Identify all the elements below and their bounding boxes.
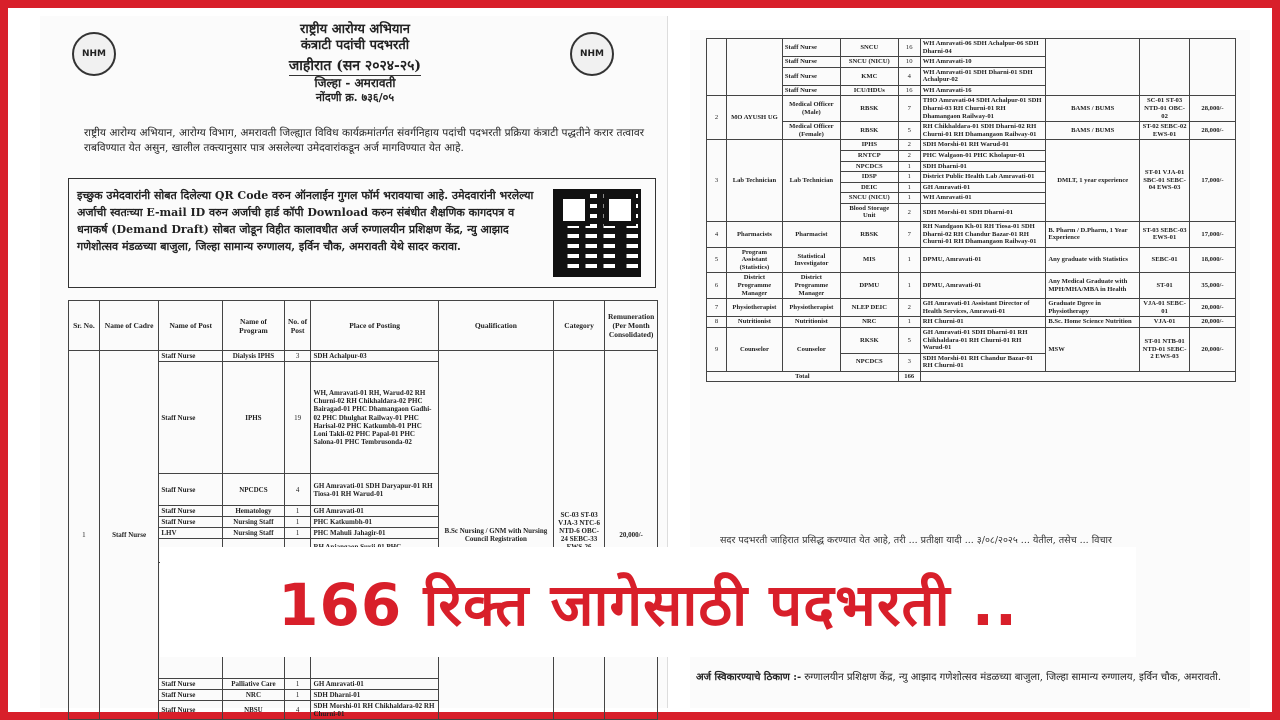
cell-category: ST-03 SEBC-03 EWS-01	[1140, 221, 1190, 247]
cell-post: Physiotherapist	[782, 299, 840, 317]
cell-place: District Public Health Lab Amravati-01	[920, 172, 1046, 183]
cell-count: 1	[898, 247, 920, 273]
cell-count: 1	[284, 517, 311, 528]
cell-pay: 28,000/-	[1190, 122, 1236, 140]
cell-category: SC-03 ST-03 VJA-3 NTC-6 NTD-6 OBC-24 SEBC-33	[553, 351, 604, 720]
cell-post: Nutritionist	[782, 317, 840, 328]
cell-count: 4	[898, 67, 920, 85]
cell-post: Lab Technician	[782, 140, 840, 222]
cell-place: WH Amravati-16	[920, 85, 1046, 96]
cell-place: PHC Katkumbh-01	[311, 517, 438, 528]
cell-program: SNCU	[840, 39, 898, 57]
cell-count: 1	[898, 273, 920, 299]
cell-qualification: B.Sc Nursing / GNM with Nursing Council Registration	[438, 351, 553, 720]
table-row	[707, 39, 1236, 57]
cell-program: DEIC	[840, 182, 898, 193]
cell-program: RBSK	[840, 221, 898, 247]
cell-pay: 17,000/-	[1190, 140, 1236, 222]
right-note-text: सदर पदभरती जाहिरात प्रसिद्ध करण्यात येत आहे, तरी ... प्रतीक्षा यादी ... ३/०८/२०२५ ... येतील, तसेच ... विचार	[720, 535, 1112, 546]
qr-notice-text: इच्छुक उमेदवारांनी सोबत दिलेल्या QR Code वरुन ऑनलाईन गुगल फॉर्म भरावयाचा आहे. उमेदवारांनी भरलेल्या अर्जाची स्वतःच्या E-mail ID वरुन अर्जाची हार्ड कॉपी Download करुन संबंधीत शैक्षणिक कागदपत्र व धनाकर्ष (Demand Draft) सोबत जोडून विहीत कालावधीत अर्ज रुग्णालयीन प्रशिक्षण केंद्र, न्यु आझाद गणेशोत्सव मंडळच्या बाजुला, जिल्हा सामान्य रुग्णालय, इर्विन चौक, अमरावती येथे सादर करावा.	[77, 189, 534, 254]
cell-place: RH Chikhaldara-01 SDH Dharni-02 RH Churni-01 RH Dhamangaon Railway-01	[920, 122, 1046, 140]
cell-place: GH Amravati-01 Assistant Director of Health Services, Amravati-01	[920, 299, 1046, 317]
cell-post: Staff Nurse	[159, 701, 223, 720]
cell-count: 4	[284, 701, 311, 720]
total-row	[707, 371, 1236, 382]
nhm-logo-left: NHM	[72, 32, 116, 76]
table-row	[707, 122, 1236, 140]
header-line-2: कंत्राटी पदांची पदभरती	[300, 38, 410, 54]
cell-place: SDH Morshi-01 RH Chandur Bazar-01 RH Churni-01	[920, 353, 1046, 371]
col-post: Name of Post	[159, 301, 223, 351]
cell-pay: 20,000/-	[1190, 317, 1236, 328]
header-line-5: नोंदणी क्र. ७३६/०५	[315, 91, 395, 104]
col-place: Place of Posting	[311, 301, 438, 351]
header-line-3: जाहीरात (सन २०२४-२५)	[289, 58, 421, 77]
cell-cadre: Program Assistant (Statistics)	[726, 247, 782, 273]
cell-post: Staff Nurse	[159, 362, 223, 474]
cell-count: 1	[898, 172, 920, 183]
cell-place: PHC Mahuli Jahagir-01	[311, 528, 438, 539]
left-vacancy-table	[68, 300, 658, 720]
headline-text: 166 रिक्त जागेसाठी पदभरती ..	[278, 570, 1018, 639]
cell-sr: 2	[707, 96, 727, 140]
cell-sr: 1	[69, 351, 100, 720]
cell-pay: 20,000/-	[605, 351, 658, 720]
cell-count: 1	[284, 506, 311, 517]
header-line-1: राष्ट्रीय आरोग्य अभियान	[300, 22, 410, 37]
qr-code-icon	[553, 189, 641, 277]
cell-sr: 5	[707, 247, 727, 273]
cell-post: Staff Nurse	[159, 517, 223, 528]
cell-sr: 9	[707, 327, 727, 371]
cell-count: 5	[898, 122, 920, 140]
cell-program: IPHS	[840, 140, 898, 151]
cell-post: Medical Officer (Female)	[782, 122, 840, 140]
cell-program: Palliative Care	[223, 679, 285, 690]
cell-cadre: MO AYUSH UG	[726, 96, 782, 140]
cell-count: 2	[898, 140, 920, 151]
cell-count: 1	[898, 193, 920, 204]
cell-program: RBSK	[840, 122, 898, 140]
cell-program: RBSK	[840, 96, 898, 122]
cell-place: WH Amravati-01	[920, 193, 1046, 204]
cell-place: GH Amravati-01	[311, 679, 438, 690]
cell-place: THO Amravati-04 SDH Achalpur-01 SDH Dharni-03 RH Churni-01 RH Dhamangaon Railway-01	[920, 96, 1046, 122]
col-cadre: Name of Cadre	[99, 301, 159, 351]
address-text: रुग्णालयीन प्रशिक्षण केंद्र, न्यु आझाद गणेशोत्सव मंडळच्या बाजुला, जिल्हा सामान्य रुग्णालय, इर्विन चौक, अमरावती.	[804, 672, 1222, 683]
cell-program: RNTCP	[840, 150, 898, 161]
cell-category: SC-01 ST-03 NTD-01 OBC-02	[1140, 96, 1190, 122]
cell-post: Counselor	[782, 327, 840, 371]
header-line-4: जिल्हा - अमरावती	[314, 76, 396, 90]
cell-category: SEBC-01	[1140, 247, 1190, 273]
cell-program: Blood Storage Unit	[840, 203, 898, 221]
cell-count: 1	[284, 679, 311, 690]
cell-program: KMC	[840, 67, 898, 85]
cell-post: Pharmacist	[782, 221, 840, 247]
cell-program: Hematology	[223, 506, 285, 517]
col-count: No. of Post	[284, 301, 311, 351]
cell-pay: 35,000/-	[1190, 273, 1236, 299]
cell-program: NBSU	[223, 701, 285, 720]
cell-count: 1	[898, 182, 920, 193]
table-row	[707, 247, 1236, 273]
cell-pay: 18,000/-	[1190, 247, 1236, 273]
cell-count: 4	[284, 474, 311, 506]
cell-category: VJA-01 SEBC-01	[1140, 299, 1190, 317]
total-label: Total	[707, 371, 899, 382]
cell-category: ST-02 SEBC-02 EWS-01	[1140, 122, 1190, 140]
cell-post: Staff Nurse	[159, 474, 223, 506]
advert-header	[190, 22, 520, 105]
col-category: Category	[553, 301, 604, 351]
cell-pay: 20,000/-	[1190, 327, 1236, 371]
cell-count: 2	[898, 203, 920, 221]
table-row	[707, 221, 1236, 247]
cell-program: Dialysis IPHS	[223, 351, 285, 362]
cell-place: GH Amravati-01 SDH Daryapur-01 RH Tiosa-01 RH Warud-01	[311, 474, 438, 506]
cell-pay: 20,000/-	[1190, 299, 1236, 317]
cell-count: 1	[284, 528, 311, 539]
cell-place: PHC Walgaon-01 PHC Kholapur-01	[920, 150, 1046, 161]
cell-count: 3	[284, 351, 311, 362]
cell-sr: 3	[707, 140, 727, 222]
cell-post: Staff Nurse	[159, 351, 223, 362]
cell-count: 7	[898, 96, 920, 122]
intro-paragraph: राष्ट्रीय आरोग्य अभियान, आरोग्य विभाग, अमरावती जिल्ह्यात विविध कार्यक्रमांतर्गत संवर्गनिहाय पदांची पदभरती प्रक्रिया कंत्राटी पद्धतीने करार तत्वावर राबविण्यात येत असुन, खालील तक्त्यानुसार पात्र असलेल्या उमेदवारांकडून अर्ज मागविण्यात येत आहे.	[84, 127, 644, 155]
cell-category	[1140, 39, 1190, 96]
table-row	[69, 351, 658, 362]
cell-post: District Programme Manager	[782, 273, 840, 299]
headline-banner	[160, 547, 1136, 657]
cell-qualification: B. Pharm / D.Pharm, 1 Year Experience	[1046, 221, 1140, 247]
cell-cadre: Physiotherapist	[726, 299, 782, 317]
cell-pay	[1190, 39, 1236, 96]
cell-program: Nursing Staff	[223, 528, 285, 539]
left-table-header-row	[69, 301, 658, 351]
right-vacancy-table	[706, 38, 1236, 382]
col-pay: Remuneration (Per Month Consolidated)	[605, 301, 658, 351]
cell-program: DPMU	[840, 273, 898, 299]
cell-count: 2	[898, 299, 920, 317]
cell-category: VJA-01	[1140, 317, 1190, 328]
cell-place: WH Amravati-06 SDH Achalpur-06 SDH Dharni-04	[920, 39, 1046, 57]
cell-program: NPCDCS	[840, 161, 898, 172]
cell-sr: 4	[707, 221, 727, 247]
cell-qualification: MSW	[1046, 327, 1140, 371]
cell-post: Staff Nurse	[159, 679, 223, 690]
cell-program: MIS	[840, 247, 898, 273]
cell-place: GH Amravati-01	[920, 182, 1046, 193]
cell-program: NPCDCS	[840, 353, 898, 371]
cell-count: 1	[898, 161, 920, 172]
cell-cadre: Nutritionist	[726, 317, 782, 328]
total-blank	[920, 371, 1235, 382]
cell-count: 5	[898, 327, 920, 353]
cell-count: 3	[898, 353, 920, 371]
cell-place: SDH Morshi-01 SDH Dharni-01	[920, 203, 1046, 221]
table-row	[707, 327, 1236, 353]
cell-post: LHV	[159, 528, 223, 539]
table-row	[707, 299, 1236, 317]
cell-count: 1	[898, 317, 920, 328]
cell-cadre	[726, 39, 782, 96]
cell-sr: 8	[707, 317, 727, 328]
cell-post: Staff Nurse	[159, 506, 223, 517]
cell-post: Staff Nurse	[782, 39, 840, 57]
cell-qualification: DMLT, 1 year experience	[1046, 140, 1140, 222]
table-row	[707, 96, 1236, 122]
cell-place: RH Nandgaon Kh-01 RH Tiosa-01 SDH Dharni-02 RH Chandur Bazar-01 RH Churni-01 RH Dhamangaon Railway-01	[920, 221, 1046, 247]
table-row	[707, 140, 1236, 151]
address-label: अर्ज स्विकारण्याचे ठिकाण :-	[696, 672, 802, 683]
cell-qualification: Any graduate with Statistics	[1046, 247, 1140, 273]
cell-count: 7	[898, 221, 920, 247]
cell-place: DPMU, Amravati-01	[920, 247, 1046, 273]
table-row	[707, 317, 1236, 328]
cell-program: SNCU (NICU)	[840, 57, 898, 68]
cell-place: SDH Morshi-01 RH Warud-01	[920, 140, 1046, 151]
cell-program: NRC	[223, 690, 285, 701]
cell-program: ICU/HDUs	[840, 85, 898, 96]
cell-post: Staff Nurse	[782, 67, 840, 85]
cell-place: GH Amravati-01 SDH Dharni-01 RH Chikhaldara-01 RH Churni-01 RH Warud-01	[920, 327, 1046, 353]
cell-qualification: Graduate Dgree in Physiotherapy	[1046, 299, 1140, 317]
col-qualification: Qualification	[438, 301, 553, 351]
cell-category: ST-01 VJA-01 SBC-01 SEBC-04 EWS-03	[1140, 140, 1190, 222]
cell-place: WH, Amravati-01 RH, Warud-02 RH Churni-02 RH Chikhaldara-02 PHC Bairagad-01 PHC Dhamangaon Gadhi-02 PHC Dhulghat Railway-01 PHC Harisal-02 PHC Katkumbh-01 PHC Loni Takli-02 PHC Papal-01 PHC Salona-01 PHC Tembrusonda-02	[311, 362, 438, 474]
cell-place: RH Churni-01	[920, 317, 1046, 328]
cell-count: 16	[898, 85, 920, 96]
cell-program: IDSP	[840, 172, 898, 183]
cell-count: 10	[898, 57, 920, 68]
cell-program: RKSK	[840, 327, 898, 353]
cell-pay: 17,000/-	[1190, 221, 1236, 247]
nhm-logo-right: NHM	[570, 32, 614, 76]
cell-program: NLEP DEIC	[840, 299, 898, 317]
col-program: Name of Program	[223, 301, 285, 351]
cell-cadre: Pharmacists	[726, 221, 782, 247]
cell-count: 19	[284, 362, 311, 474]
total-value: 166	[898, 371, 920, 382]
cell-qualification: Any Medical Graduate with MPH/MHA/MBA in Health	[1046, 273, 1140, 299]
cell-post: Staff Nurse	[159, 690, 223, 701]
cell-sr: 7	[707, 299, 727, 317]
cell-cadre: Lab Technician	[726, 140, 782, 222]
cell-place: SDH Morshi-01 RH Chikhaldara-02 RH Churni-01	[311, 701, 438, 720]
cell-sr: 6	[707, 273, 727, 299]
cell-program: IPHS	[223, 362, 285, 474]
cell-place: GH Amravati-01	[311, 506, 438, 517]
cell-category: ST-01	[1140, 273, 1190, 299]
cell-qualification	[1046, 39, 1140, 96]
cell-place: WH Amravati-10	[920, 57, 1046, 68]
cell-place: SDH Achalpur-03	[311, 351, 438, 362]
cell-qualification: B.Sc. Home Science Nutrition	[1046, 317, 1140, 328]
cell-program: NPCDCS	[223, 474, 285, 506]
cell-qualification: BAMS / BUMS	[1046, 122, 1140, 140]
cell-place: DPMU, Amravati-01	[920, 273, 1046, 299]
cell-cadre: Counselor	[726, 327, 782, 371]
cell-category: ST-01 NTB-01 NTD-01 SEBC-2 EWS-03	[1140, 327, 1190, 371]
qr-notice-box	[68, 178, 656, 288]
cell-count: 1	[284, 690, 311, 701]
table-row	[707, 273, 1236, 299]
cell-qualification: BAMS / BUMS	[1046, 96, 1140, 122]
col-sr: Sr. No.	[69, 301, 100, 351]
cell-program: NRC	[840, 317, 898, 328]
cell-pay: 28,000/-	[1190, 96, 1236, 122]
application-address	[696, 670, 1236, 685]
cell-program: SNCU (NICU)	[840, 193, 898, 204]
cell-place: SDH Dharni-01	[311, 690, 438, 701]
cell-place: WH Amravati-01 SDH Dharni-01 SDH Achalpur-02	[920, 67, 1046, 85]
cell-post: Statistical Investigator	[782, 247, 840, 273]
cell-count: 2	[898, 150, 920, 161]
cell-program: Nursing Staff	[223, 517, 285, 528]
cell-sr	[707, 39, 727, 96]
cell-count: 16	[898, 39, 920, 57]
cell-post: Staff Nurse	[782, 85, 840, 96]
cell-cadre: District Programme Manager	[726, 273, 782, 299]
cell-place: SDH Dharni-01	[920, 161, 1046, 172]
cell-post: Medical Officer (Male)	[782, 96, 840, 122]
cell-post: Staff Nurse	[782, 57, 840, 68]
cell-cadre: Staff Nurse	[99, 351, 159, 720]
